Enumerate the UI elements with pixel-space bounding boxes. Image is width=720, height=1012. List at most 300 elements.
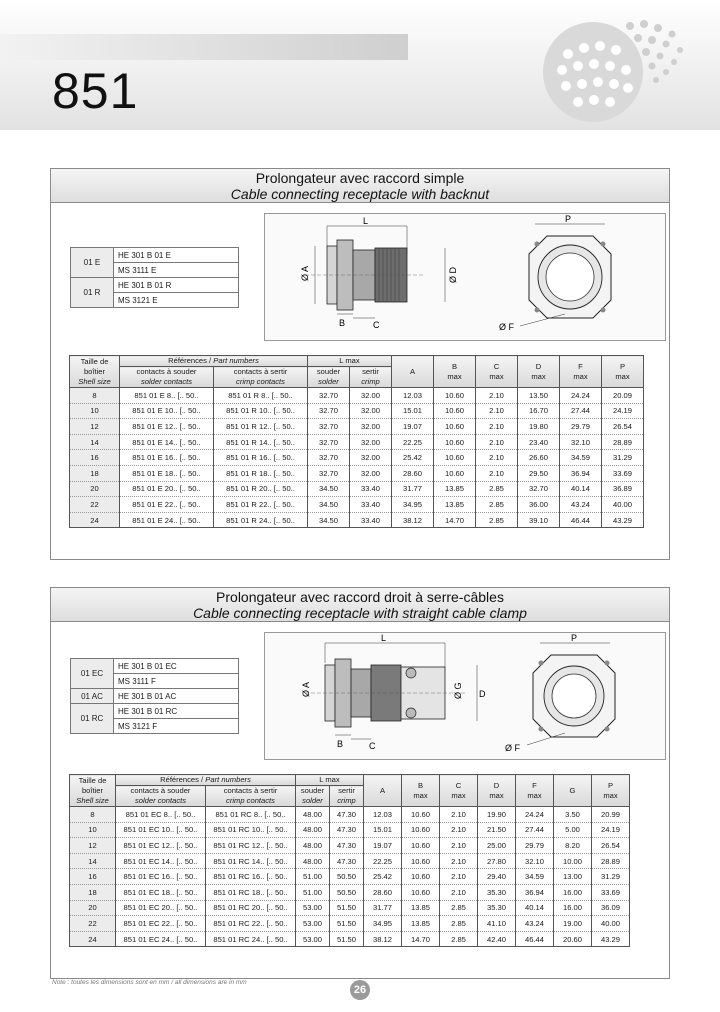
table-cell: 851 01 R 18.. [.. 50.. [214,465,308,481]
col-B: B max [434,356,476,388]
table-cell: 46.44 [560,512,602,528]
table-cell: 32.00 [350,403,392,419]
table-cell: 29.79 [516,838,554,854]
table-cell: 50.50 [330,884,364,900]
shell-size-cell: 10 [70,403,120,419]
table-cell: 38.12 [364,931,402,947]
col-C: C max [476,356,518,388]
table-cell: 10.60 [434,403,476,419]
table-cell: 14.70 [434,512,476,528]
table-cell: 36.09 [592,900,630,916]
table-cell: 36.89 [602,481,644,497]
table-cell: 32.70 [308,419,350,435]
table-cell: 851 01 E 24.. [.. 50.. [120,512,214,528]
col-lmax: L max [296,775,364,786]
shell-size-cell: 10 [70,822,116,838]
table-cell: 851 01 EC 22.. [.. 50.. [116,916,206,932]
table-cell: 22.25 [364,853,402,869]
table-row [70,388,644,404]
table-cell: 15.01 [364,822,402,838]
table-row [70,497,644,513]
shell-size-cell: 24 [70,931,116,947]
table-cell: 851 01 R 12.. [.. 50.. [214,419,308,435]
table-cell: 2.10 [476,450,518,466]
col-shell-size: Taille de boîtier Shell size [70,775,116,807]
table-cell: 10.60 [402,807,440,823]
table-cell: 31.77 [392,481,434,497]
table-cell: 47.30 [330,822,364,838]
dim-A: Ø A [300,265,310,281]
dim-A: Ø A [301,681,311,697]
col-l-solder: souder solder [308,367,350,388]
ref-part: HE 301 B 01 RC [114,704,239,719]
table-cell: 33.69 [602,465,644,481]
dim-C: C [369,741,376,751]
table-cell: 851 01 RC 22.. [.. 50.. [206,916,296,932]
col-A: A [392,356,434,388]
col-C: C max [440,775,478,807]
table-cell: 29.40 [478,869,516,885]
table-row [70,419,644,435]
table-cell: 851 01 EC 20.. [.. 50.. [116,900,206,916]
dimensions-table [69,355,644,528]
table-cell: 851 01 E 22.. [.. 50.. [120,497,214,513]
table-cell: 40.00 [602,497,644,513]
table-cell: 10.60 [434,434,476,450]
table-cell: 32.00 [350,450,392,466]
table-cell: 32.10 [516,853,554,869]
table-cell: 36.00 [518,497,560,513]
dim-F: Ø F [499,322,514,332]
table-cell: 12.03 [364,807,402,823]
table-cell: 851 01 RC 8.. [.. 50.. [206,807,296,823]
col-D: D max [478,775,516,807]
table-cell: 31.29 [602,450,644,466]
table-cell: 40.14 [516,900,554,916]
table-cell: 34.95 [392,497,434,513]
title-en: Cable connecting receptacle with backnut [230,186,490,202]
table-cell: 32.70 [308,434,350,450]
table-cell: 13.85 [402,916,440,932]
section-title [51,588,669,622]
table-cell: 851 01 EC 24.. [.. 50.. [116,931,206,947]
table-cell: 29.50 [518,465,560,481]
table-row [70,884,630,900]
table-cell: 851 01 E 10.. [.. 50.. [120,403,214,419]
col-P: P max [592,775,630,807]
shell-size-cell: 22 [70,497,120,513]
col-part-numbers: Références / Part numbers [116,775,296,786]
table-cell: 2.10 [440,822,478,838]
dimensions-table [69,774,630,947]
ref-part: MS 3111 F [114,674,239,689]
table-row [70,916,630,932]
table-cell: 10.60 [402,853,440,869]
table-cell: 25.42 [392,450,434,466]
shell-size-cell: 12 [70,419,120,435]
shell-size-cell: 8 [70,388,120,404]
shell-size-cell: 24 [70,512,120,528]
footer-note: Note : toutes les dimensions sont en mm / all dimensions are in mm [52,979,247,986]
table-cell: 24.19 [592,822,630,838]
col-G: G [554,775,592,807]
table-row [70,807,630,823]
table-cell: 13.85 [434,481,476,497]
table-cell: 47.30 [330,853,364,869]
shell-size-cell: 22 [70,916,116,932]
table-cell: 851 01 EC 10.. [.. 50.. [116,822,206,838]
table-cell: 2.10 [440,838,478,854]
shell-size-cell: 20 [70,900,116,916]
col-solder: contacts à souder solder contacts [120,367,214,388]
table-cell: 851 01 R 14.. [.. 50.. [214,434,308,450]
table-cell: 43.29 [592,931,630,947]
table-row [70,434,644,450]
table-cell: 851 01 RC 18.. [.. 50.. [206,884,296,900]
table-cell: 29.79 [560,419,602,435]
table-cell: 2.85 [440,916,478,932]
table-cell: 851 01 EC 14.. [.. 50.. [116,853,206,869]
col-crimp: contacts à sertir crimp contacts [214,367,308,388]
col-F: F max [516,775,554,807]
table-cell: 28.89 [592,853,630,869]
table-cell: 12.03 [392,388,434,404]
table-cell: 25.42 [364,869,402,885]
table-cell: 24.24 [560,388,602,404]
table-row [70,465,644,481]
table-cell: 19.80 [518,419,560,435]
table-cell: 10.60 [434,419,476,435]
table-cell: 851 01 E 20.. [.. 50.. [120,481,214,497]
table-cell: 32.00 [350,465,392,481]
table-cell: 2.10 [440,869,478,885]
table-cell: 34.95 [364,916,402,932]
table-cell: 36.94 [516,884,554,900]
table-cell: 8.20 [554,838,592,854]
table-cell: 51.00 [296,869,330,885]
table-cell: 13.85 [434,497,476,513]
table-cell: 10.60 [434,450,476,466]
table-cell: 2.10 [476,419,518,435]
section-title [51,169,669,203]
ref-part: HE 301 B 01 R [114,278,239,293]
table-cell: 19.00 [554,916,592,932]
table-cell: 48.00 [296,838,330,854]
table-cell: 39.10 [518,512,560,528]
table-cell: 2.10 [440,884,478,900]
table-cell: 2.10 [476,465,518,481]
table-cell: 19.07 [392,419,434,435]
table-cell: 51.50 [330,916,364,932]
table-cell: 2.85 [476,512,518,528]
dim-P: P [565,214,572,224]
shell-size-cell: 8 [70,807,116,823]
table-cell: 3.50 [554,807,592,823]
table-cell: 16.70 [518,403,560,419]
table-cell: 27.44 [560,403,602,419]
table-cell: 42.40 [478,931,516,947]
table-cell: 2.85 [440,900,478,916]
table-cell: 51.50 [330,931,364,947]
table-cell: 851 01 E 18.. [.. 50.. [120,465,214,481]
table-cell: 19.90 [478,807,516,823]
table-cell: 24.19 [602,403,644,419]
table-cell: 2.85 [440,931,478,947]
reference-table [70,247,239,308]
table-cell: 851 01 E 8.. [.. 50.. [120,388,214,404]
table-row [70,931,630,947]
table-cell: 851 01 R 24.. [.. 50.. [214,512,308,528]
table-cell: 32.00 [350,388,392,404]
technical-drawing [264,213,666,341]
dim-L: L [363,216,369,226]
table-cell: 32.70 [308,403,350,419]
dim-D: D [479,689,486,699]
header-bar [0,34,408,60]
table-cell: 53.00 [296,900,330,916]
col-l-crimp: sertir crimp [330,786,364,807]
table-cell: 851 01 RC 20.. [.. 50.. [206,900,296,916]
ref-part: MS 3121 E [114,293,239,308]
table-row [70,512,644,528]
table-cell: 43.24 [560,497,602,513]
table-cell: 28.60 [364,884,402,900]
table-cell: 48.00 [296,853,330,869]
ref-code: 01 E [71,248,114,278]
table-row [70,853,630,869]
dim-C: C [373,320,380,330]
dim-G: Ø G [453,682,463,699]
table-cell: 851 01 E 16.. [.. 50.. [120,450,214,466]
table-cell: 851 01 R 10.. [.. 50.. [214,403,308,419]
table-cell: 10.60 [402,884,440,900]
table-cell: 10.60 [434,388,476,404]
table-cell: 32.70 [308,465,350,481]
table-cell: 53.00 [296,916,330,932]
connector-drawing [265,633,665,759]
table-cell: 851 01 RC 16.. [.. 50.. [206,869,296,885]
ref-part: MS 3111 E [114,263,239,278]
table-cell: 16.00 [554,884,592,900]
table-cell: 31.77 [364,900,402,916]
table-cell: 851 01 R 22.. [.. 50.. [214,497,308,513]
table-cell: 851 01 E 14.. [.. 50.. [120,434,214,450]
series-number: 851 [52,63,139,119]
table-cell: 15.01 [392,403,434,419]
table-cell: 16.00 [554,900,592,916]
technical-drawing [264,632,666,760]
table-cell: 34.50 [308,512,350,528]
page-number: 26 [350,980,370,1000]
table-row [70,403,644,419]
table-row [70,838,630,854]
table-cell: 51.50 [330,900,364,916]
dim-L: L [381,633,387,643]
table-cell: 48.00 [296,807,330,823]
table-cell: 32.10 [560,434,602,450]
table-cell: 851 01 RC 10.. [.. 50.. [206,822,296,838]
reference-table [70,658,239,734]
col-B: B max [402,775,440,807]
table-cell: 36.94 [560,465,602,481]
table-cell: 13.50 [518,388,560,404]
dim-P: P [571,633,578,643]
table-cell: 34.50 [308,481,350,497]
dim-D: Ø D [448,266,458,283]
table-cell: 22.25 [392,434,434,450]
title-fr: Prolongateur avec raccord droit à serre-câbles [216,589,504,605]
table-row [70,822,630,838]
table-cell: 851 01 RC 24.. [.. 50.. [206,931,296,947]
table-cell: 43.24 [516,916,554,932]
table-cell: 53.00 [296,931,330,947]
table-cell: 851 01 RC 12.. [.. 50.. [206,838,296,854]
shell-size-cell: 16 [70,869,116,885]
table-cell: 34.59 [560,450,602,466]
table-cell: 14.70 [402,931,440,947]
col-l-crimp: sertir crimp [350,367,392,388]
table-cell: 851 01 EC 16.. [.. 50.. [116,869,206,885]
table-cell: 33.40 [350,481,392,497]
col-lmax: L max [308,356,392,367]
table-cell: 23.40 [518,434,560,450]
table-cell: 20.09 [602,388,644,404]
table-cell: 13.00 [554,869,592,885]
table-cell: 19.07 [364,838,402,854]
table-cell: 851 01 R 8.. [.. 50.. [214,388,308,404]
table-cell: 32.70 [308,388,350,404]
table-cell: 10.60 [402,869,440,885]
table-cell: 26.60 [518,450,560,466]
table-cell: 20.60 [554,931,592,947]
table-cell: 2.85 [476,497,518,513]
col-shell-size: Taille de boîtier Shell size [70,356,120,388]
table-cell: 32.70 [518,481,560,497]
table-cell: 35.30 [478,884,516,900]
table-cell: 43.29 [602,512,644,528]
table-cell: 32.00 [350,434,392,450]
shell-size-cell: 12 [70,838,116,854]
dim-B: B [337,739,344,749]
table-cell: 20.99 [592,807,630,823]
col-crimp: contacts à sertir crimp contacts [206,786,296,807]
table-cell: 851 01 RC 14.. [.. 50.. [206,853,296,869]
table-cell: 25.00 [478,838,516,854]
shell-size-cell: 18 [70,465,120,481]
ref-code: 01 EC [71,659,114,689]
table-cell: 10.00 [554,853,592,869]
table-cell: 10.60 [402,838,440,854]
table-cell: 28.60 [392,465,434,481]
dim-F: Ø F [505,743,520,753]
title-en: Cable connecting receptacle with straight cable clamp [193,605,527,621]
connector-face-logo [538,14,688,124]
table-body [70,807,630,947]
ref-part: HE 301 B 01 EC [114,659,239,674]
table-body [70,388,644,528]
table-cell: 38.12 [392,512,434,528]
table-cell: 27.44 [516,822,554,838]
section-cable-clamp [50,587,670,979]
shell-size-cell: 14 [70,434,120,450]
table-cell: 2.10 [476,403,518,419]
table-cell: 33.69 [592,884,630,900]
shell-size-cell: 18 [70,884,116,900]
shell-size-cell: 16 [70,450,120,466]
table-cell: 40.14 [560,481,602,497]
table-cell: 2.85 [476,481,518,497]
table-cell: 2.10 [476,388,518,404]
table-cell: 50.50 [330,869,364,885]
table-cell: 31.29 [592,869,630,885]
table-row [70,900,630,916]
ref-code: 01 R [71,278,114,308]
table-cell: 851 01 EC 18.. [.. 50.. [116,884,206,900]
dim-B: B [339,318,346,328]
connector-drawing [265,214,665,340]
table-cell: 13.85 [402,900,440,916]
table-row [70,481,644,497]
table-cell: 10.60 [434,465,476,481]
table-cell: 2.10 [440,853,478,869]
table-cell: 21.50 [478,822,516,838]
ref-code: 01 RC [71,704,114,734]
table-cell: 10.60 [402,822,440,838]
table-cell: 851 01 E 12.. [.. 50.. [120,419,214,435]
table-cell: 47.30 [330,807,364,823]
table-cell: 851 01 EC 12.. [.. 50.. [116,838,206,854]
col-P: P max [602,356,644,388]
section-backnut [50,168,670,560]
ref-part: HE 301 B 01 E [114,248,239,263]
table-cell: 40.00 [592,916,630,932]
col-D: D max [518,356,560,388]
table-cell: 5.00 [554,822,592,838]
table-cell: 26.54 [592,838,630,854]
ref-part: MS 3121 F [114,719,239,734]
table-cell: 34.59 [516,869,554,885]
title-fr: Prolongateur avec raccord simple [255,170,465,186]
col-F: F max [560,356,602,388]
ref-code: 01 AC [71,689,114,704]
table-cell: 32.70 [308,450,350,466]
table-row [70,869,630,885]
table-cell: 33.40 [350,512,392,528]
ref-part: HE 301 B 01 AC [114,689,239,704]
table-cell: 46.44 [516,931,554,947]
shell-size-cell: 20 [70,481,120,497]
col-part-numbers: Références / Part numbers [120,356,308,367]
table-cell: 28.89 [602,434,644,450]
table-cell: 27.80 [478,853,516,869]
shell-size-cell: 14 [70,853,116,869]
table-cell: 26.54 [602,419,644,435]
table-cell: 35.30 [478,900,516,916]
table-cell: 851 01 R 16.. [.. 50.. [214,450,308,466]
col-l-solder: souder solder [296,786,330,807]
table-cell: 34.50 [308,497,350,513]
table-cell: 851 01 EC 8.. [.. 50.. [116,807,206,823]
table-cell: 41.10 [478,916,516,932]
col-A: A [364,775,402,807]
table-cell: 2.10 [440,807,478,823]
table-cell: 32.00 [350,419,392,435]
table-cell: 24.24 [516,807,554,823]
col-solder: contacts à souder solder contacts [116,786,206,807]
table-cell: 51.00 [296,884,330,900]
table-cell: 2.10 [476,434,518,450]
table-row [70,450,644,466]
